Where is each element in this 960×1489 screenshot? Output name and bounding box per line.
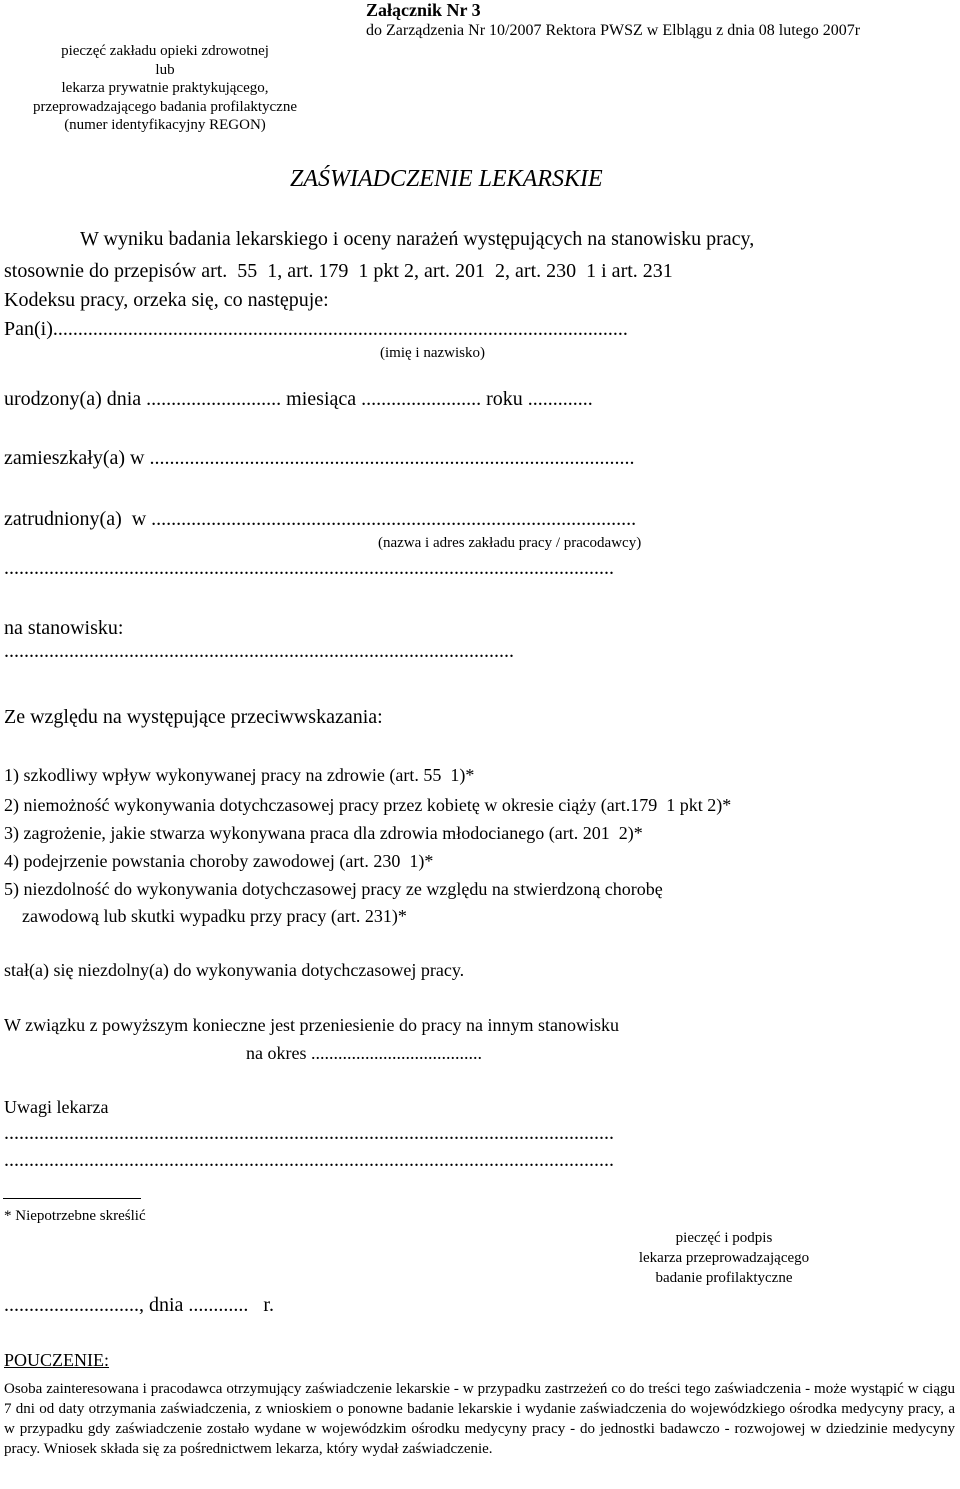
stamp-line: lekarza prywatnie praktykującego, xyxy=(61,80,269,96)
signature-line: lekarza przeprowadzającego xyxy=(638,1250,810,1266)
signature-line: badanie profilaktyczne xyxy=(655,1270,793,1286)
footnote: * Niepotrzebne skreślić xyxy=(4,1208,146,1224)
remarks-field: .......................................................................................................................... xyxy=(4,1149,614,1171)
stamp-line: przeprowadzającego badania profilaktyczne xyxy=(32,98,298,115)
footnote-divider xyxy=(3,1198,141,1199)
remarks-field: .......................................................................................................................... xyxy=(4,1122,614,1144)
birth-date-field: urodzony(a) dnia ........................... miesiąca ........................ roku ............. xyxy=(4,388,593,410)
employer-field: zatrudniony(a) w ................................................................................................. xyxy=(4,508,637,530)
doctor-signature-placeholder xyxy=(594,1228,854,1288)
contraindication-item: 4) podejrzenie powstania choroby zawodowej (art. 230 1)* xyxy=(4,851,434,871)
intro-line: stosownie do przepisów art. 55 1, art. 179 1 pkt 2, art. 201 2, art. 230 1 i art. 231 xyxy=(4,260,673,282)
contraindications-heading: Ze względu na występujące przeciwwskazania: xyxy=(4,706,383,728)
name-caption: (imię i nazwisko) xyxy=(380,345,485,361)
signature-line: pieczęć i podpis xyxy=(675,1230,773,1246)
place-date-field: ..........................., dnia ............ r. xyxy=(4,1294,274,1316)
contraindication-item: 5) niezdolność do wykonywania dotychczasowej pracy ze względu na stwierdzoną chorobę xyxy=(4,879,663,899)
stamp-line: (numer identyfikacyjny REGON) xyxy=(64,117,266,133)
intro-line: Kodeksu pracy, orzeka się, co następuje: xyxy=(4,289,329,311)
remarks-label: Uwagi lekarza xyxy=(4,1097,109,1117)
notice-heading: POUCZENIE: xyxy=(4,1350,109,1370)
contraindication-item: 3) zagrożenie, jakie stwarza wykonywana praca dla zdrowia młodocianego (art. 201 2)* xyxy=(4,823,643,843)
conclusion-text: stał(a) się niezdolny(a) do wykonywania dotychczasowej pracy. xyxy=(4,960,465,980)
document-title: ZAŚWIADCZENIE LEKARSKIE xyxy=(290,166,603,192)
position-label: na stanowisku: xyxy=(4,617,124,639)
transfer-period-field: na okres ...................................... xyxy=(246,1043,482,1063)
contraindication-item: 2) niemożność wykonywania dotychczasowej pracy przez kobietę w okresie ciąży (art.179 1 pkt 2)* xyxy=(4,795,732,815)
annex-subtitle: do Zarządzenia Nr 10/2007 Rektora PWSZ w Elblągu z dnia 08 lutego 2007r xyxy=(366,22,861,39)
contraindication-item: 1) szkodliwy wpływ wykonywanej pracy na zdrowie (art. 55 1)* xyxy=(4,765,475,785)
clinic-stamp-placeholder xyxy=(0,42,330,135)
notice-text: Osoba zainteresowana i pracodawca otrzymujący zaświadczenie lekarskie - w przypadku zastrzeżeń co do treści tego zaświadczenia - może wystąpić w ciągu 7 dni od daty otrzymania zaświadczenia, z wnioskiem o ponowne badanie lekarskie i wydanie zaświadczenia do wojewódzkiego ośrodka medycyny pracy, a w przypadku gdy zaświadczenie zostało wydane w wojewódzkim ośrodku medycyny pracy - do jednostki badawczo - rozwojowej w dziedzinie medycyny pracy. Wniosek składa się za pośrednictwem lekarza, który wydał zaświadczenie. xyxy=(4,1381,955,1457)
stamp-line: lub xyxy=(155,61,175,78)
name-field: Pan(i)................................................................................................................... xyxy=(4,318,628,340)
annex-title: Załącznik Nr 3 xyxy=(366,0,481,20)
intro-line: W wyniku badania lekarskiego i oceny narażeń występujących na stanowisku pracy, xyxy=(80,228,755,250)
transfer-text: W związku z powyższym konieczne jest przeniesienie do pracy na innym stanowisku xyxy=(4,1015,619,1035)
contraindication-item: zawodową lub skutki wypadku przy pracy (art. 231)* xyxy=(4,906,407,926)
stamp-line: pieczęć zakładu opieki zdrowotnej xyxy=(61,43,269,59)
employer-caption: (nazwa i adres zakładu pracy / pracodawcy) xyxy=(378,535,642,551)
position-field: ...................................................................................................... xyxy=(4,640,514,662)
address-field: zamieszkały(a) w ................................................................................................. xyxy=(4,447,635,469)
employer-field-continued: .......................................................................................................................... xyxy=(4,557,614,579)
